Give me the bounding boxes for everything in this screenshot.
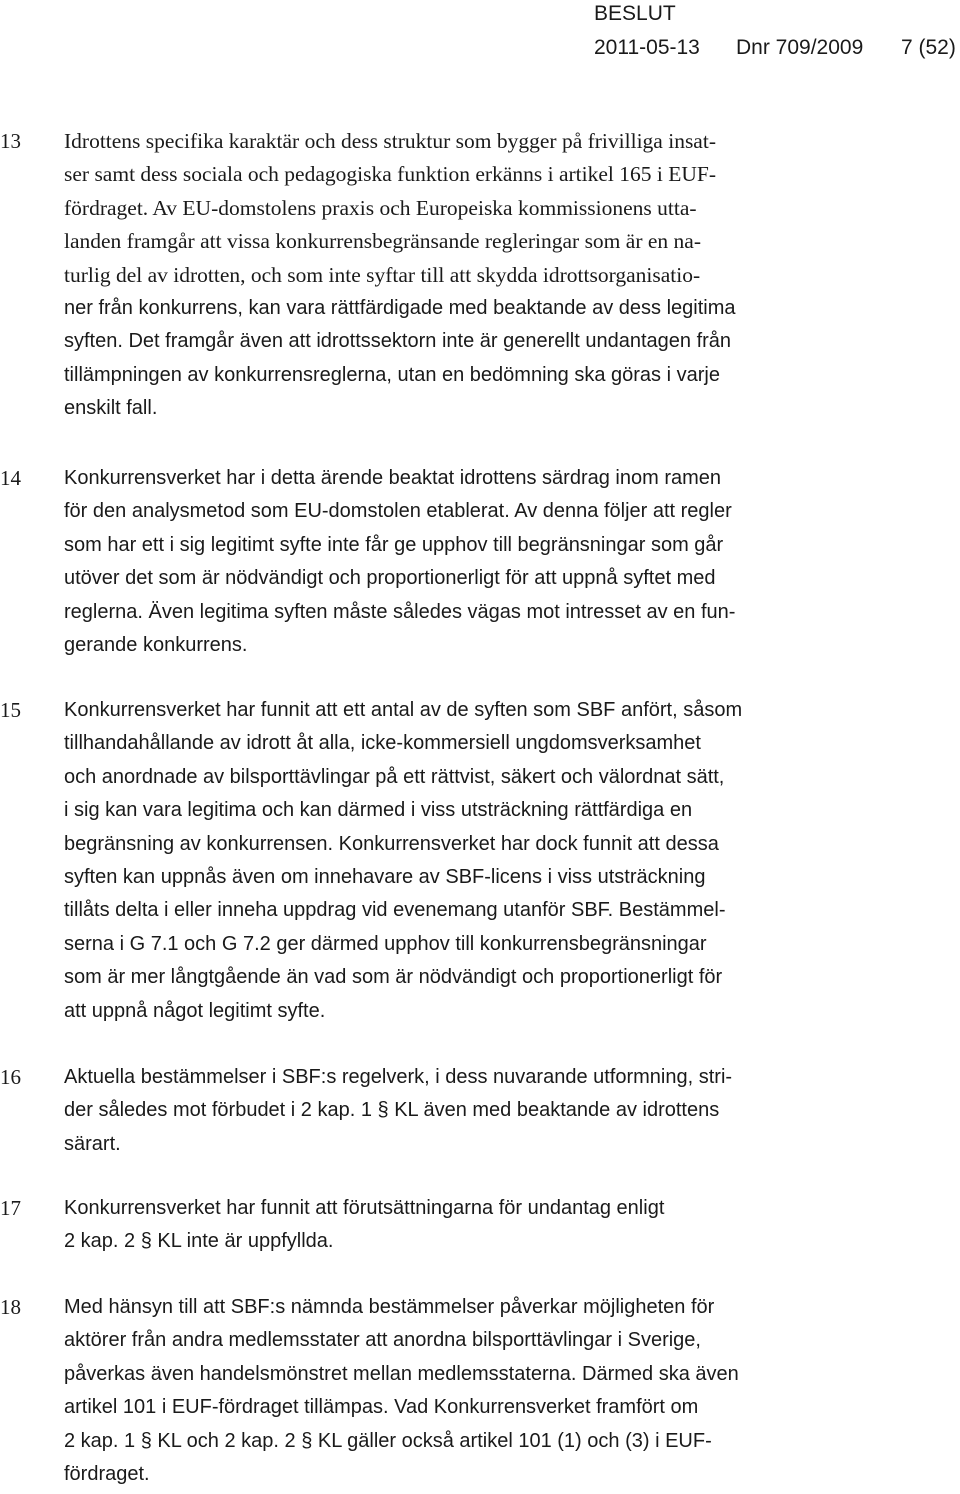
text-line: syften kan uppnås även om innehavare av SBF-licens i viss utsträckning — [64, 866, 706, 889]
text-line: gerande konkurrens. — [64, 634, 248, 657]
document-type-title: BESLUT — [594, 2, 676, 25]
paragraph-text — [64, 1192, 904, 1259]
text-line: Idrottens specifika karaktär och dess struktur som bygger på frivilliga insat- — [64, 129, 716, 153]
text-line: syften. Det framgår även att idrottssektorn inte är generellt undantagen från — [64, 330, 732, 353]
case-number: Dnr 709/2009 — [736, 36, 864, 59]
text-line: för den analysmetod som EU-domstolen etablerat. Av denna följer att regler — [64, 500, 732, 523]
text-line: 2 kap. 2 § KL inte är uppfyllda. — [64, 1230, 334, 1253]
text-line: ser samt dess sociala och pedagogiska funktion erkänns i artikel 165 i EUF- — [64, 162, 717, 187]
text-line: som har ett i sig legitimt syfte inte får ge upphov till begränsningar som går — [64, 533, 724, 556]
paragraph-text — [64, 462, 904, 662]
text-line: reglerna. Även legitima syften måste således vägas mot intresset av en fun- — [64, 600, 736, 623]
text-line: enskilt fall. — [64, 397, 158, 420]
paragraph-text — [64, 1061, 904, 1161]
text-line: der således mot förbudet i 2 kap. 1 § KL även med beaktande av idrottens — [64, 1099, 720, 1122]
paragraph-number: 18 — [0, 1295, 21, 1319]
text-line: särart. — [64, 1132, 121, 1155]
text-line: Konkurrensverket har i detta ärende beaktat idrottens särdrag inom ramen — [64, 467, 722, 489]
paragraph-number: 17 — [0, 1196, 21, 1220]
text-line: aktörer från andra medlemsstater att anordna bilsporttävlingar i Sverige, — [64, 1329, 701, 1352]
text-line: Aktuella bestämmelser i SBF:s regelverk, i dess nuvarande utformning, stri- — [64, 1066, 733, 1088]
text-line: att uppnå något legitimt syfte. — [64, 999, 326, 1022]
text-line: ner från konkurrens, kan vara rättfärdigade med beaktande av dess legitima — [64, 297, 736, 320]
text-line: påverkas även handelsmönstret mellan medlemsstaterna. Därmed ska även — [64, 1362, 739, 1385]
text-line: i sig kan vara legitima och kan därmed i viss utsträckning rättfärdiga en — [64, 799, 693, 822]
text-line: Med hänsyn till att SBF:s nämnda bestämmelser påverkar möjligheten för — [64, 1296, 715, 1318]
text-line: serna i G 7.1 och G 7.2 ger därmed upphov till konkurrensbegränsningar — [64, 932, 707, 955]
text-line: tillämpningen av konkurrensreglerna, utan en bedömning ska göras i varje — [64, 363, 720, 386]
text-line: landen framgår att vissa konkurrensbegränsande regleringar som är en na- — [64, 229, 701, 254]
paragraph-number: 13 — [0, 129, 21, 153]
text-line: fördraget. Av EU-domstolens praxis och Europeiska kommissionens utta- — [64, 195, 697, 220]
text-line: begränsning av konkurrensen. Konkurrensverket har dock funnit att dessa — [64, 832, 719, 855]
text-line: tillhandahållande av idrott åt alla, icke-kommersiell ungdomsverksamhet — [64, 732, 701, 755]
text-line: fördraget. — [64, 1463, 150, 1486]
paragraph-number: 16 — [0, 1065, 21, 1089]
paragraph-number: 14 — [0, 466, 21, 490]
paragraph-text — [64, 694, 904, 1028]
paragraph-text — [64, 1291, 904, 1491]
paragraph-number: 15 — [0, 698, 21, 722]
text-line: tillåts delta i eller inneha uppdrag vid evenemang utanför SBF. Bestämmel- — [64, 899, 726, 922]
text-line: turlig del av idrotten, och som inte syftar till att skydda idrottsorganisatio- — [64, 262, 701, 287]
text-line: Konkurrensverket har funnit att ett antal av de syften som SBF anfört, såsom — [64, 699, 743, 721]
page-number: 7 (52) — [901, 36, 956, 59]
decision-date: 2011-05-13 — [594, 36, 700, 59]
text-line: och anordnade av bilsporttävlingar på ett rättvist, säkert och välordnat sätt, — [64, 765, 725, 788]
text-line: artikel 101 i EUF-fördraget tillämpas. Vad Konkurrensverket framfört om — [64, 1396, 699, 1419]
paragraph-text — [64, 125, 904, 426]
text-line: Konkurrensverket har funnit att förutsättningarna för undantag enligt — [64, 1197, 665, 1219]
text-line: utöver det som är nödvändigt och proportionerligt för att uppnå syftet med — [64, 567, 716, 590]
text-line: som är mer långtgående än vad som är nödvändigt och proportionerligt för — [64, 966, 723, 989]
text-line: 2 kap. 1 § KL och 2 kap. 2 § KL gäller också artikel 101 (1) och (3) i EUF- — [64, 1429, 712, 1452]
